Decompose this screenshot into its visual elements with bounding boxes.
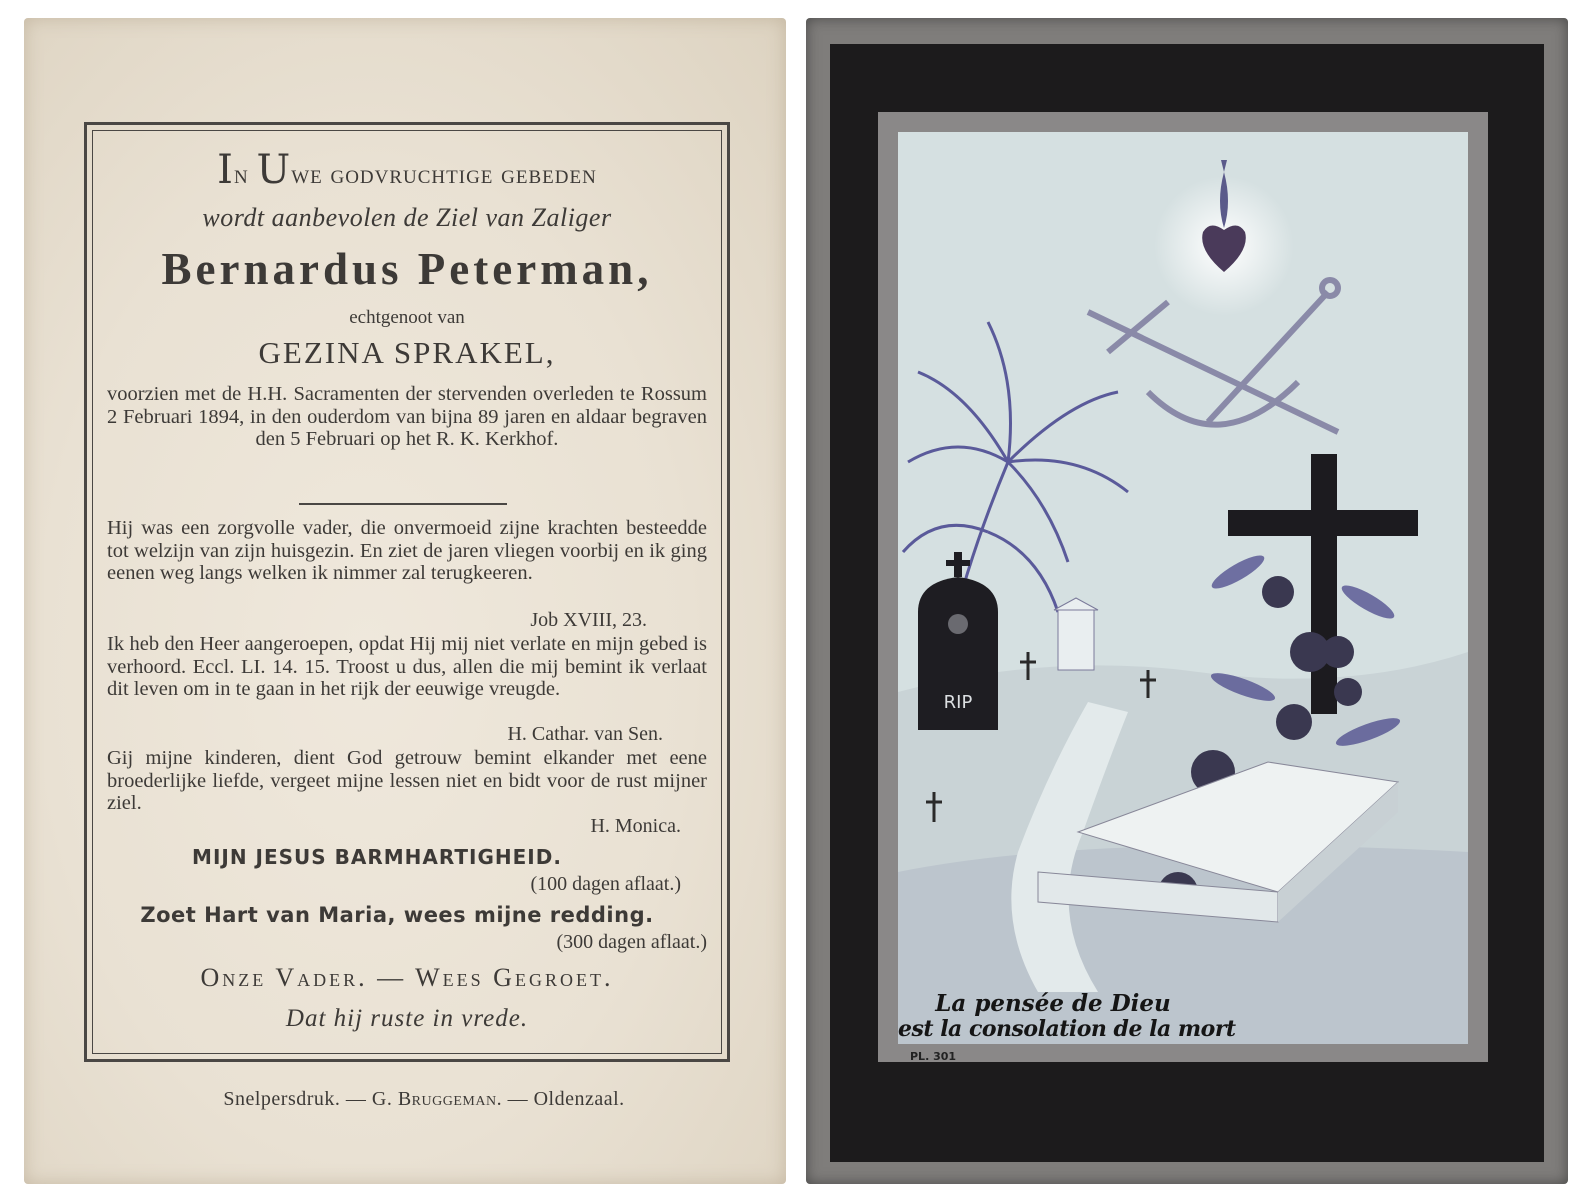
heading-part: n (233, 159, 257, 189)
memorial-card-text-side (24, 18, 786, 1184)
printer-part: . — Oldenzaal. (496, 1088, 625, 1110)
scripture-reference-1: Job XVIII, 23. (530, 609, 647, 631)
memorial-card-picture-side (806, 18, 1568, 1184)
deceased-name: Bernardus Peterman, (161, 244, 653, 294)
cemetery-illustration (898, 132, 1468, 1063)
prayer-line-1: MIJN JESUS BARMHARTIGHEID. (192, 845, 562, 869)
prayers-line: Onze Vader. — Wees Gegroet. (200, 963, 614, 992)
indulgence-note-1: (100 dagen aflaat.) (530, 873, 681, 895)
distant-monument (1054, 598, 1098, 670)
indulgence-note-2: (300 dagen aflaat.) (556, 931, 707, 953)
rest-in-peace-line: Dat hij ruste in vrede. (285, 1005, 529, 1032)
heading-initial: I (217, 147, 234, 193)
spouse-name: GEZINA SPRAKEL, (258, 335, 556, 370)
spouse-intro: echtgenoot van (349, 307, 465, 328)
heading-part: we godvruchtige gebeden (291, 159, 597, 189)
printer-part: Snelpersdruk. — G. (223, 1088, 398, 1110)
text-paragraph-1: Hij was een zorgvolle vader, die onvermoeid zijne krachten besteedde tot welzijn van zijn huisgezin. En ziet de jaren vliegen voorbij en ik ging eenen weg langs welken ik nimmer zal terugkeeren. (107, 517, 707, 584)
plate-number: PL. 301 (910, 1050, 957, 1063)
text-paragraph-3: Gij mijne kinderen, dient God getrouw bemint elkander met eene broederlijke liefde, vergeet mijne lessen niet en bidt voor de rust mijner ziel. (107, 747, 707, 814)
scripture-reference-3: H. Monica. (590, 815, 681, 837)
motto-line-1: La pensée de Dieu (935, 990, 1171, 1017)
death-notice: voorzien met de H.H. Sacramenten der stervenden overleden te Rossum 2 Februari 1894, in den ouderdom van bijna 89 jaren en aldaar begraven den 5 Februari op het R. K. Kerkhof. (107, 383, 707, 450)
heading (87, 147, 727, 193)
heading-initial: U (256, 147, 292, 193)
motto-line-2: est la consolation de la mort (898, 1016, 1236, 1042)
separator-rule (299, 503, 507, 505)
tombstone-text: RIP (943, 692, 973, 713)
printer-imprint (134, 1088, 714, 1111)
text-frame (84, 122, 730, 1062)
prayer-line-2: Zoet Hart van Maria, wees mijne redding. (140, 903, 654, 927)
recommended-line: wordt aanbevolen de Ziel van Zaliger (202, 203, 612, 232)
cemetery-scene (898, 132, 1468, 1044)
printer-name: Bruggeman (397, 1088, 497, 1110)
text-paragraph-2: Ik heb den Heer aangeroepen, opdat Hij mij niet verlate en mijn gebed is verhoord. Eccl. LI. 14. 15. Troost u dus, allen die mij bemint ik verlaat dit leven om in te gaan in het rijk der eeuwige vreugde. (107, 633, 707, 700)
scripture-reference-2: H. Cathar. van Sen. (507, 723, 663, 745)
